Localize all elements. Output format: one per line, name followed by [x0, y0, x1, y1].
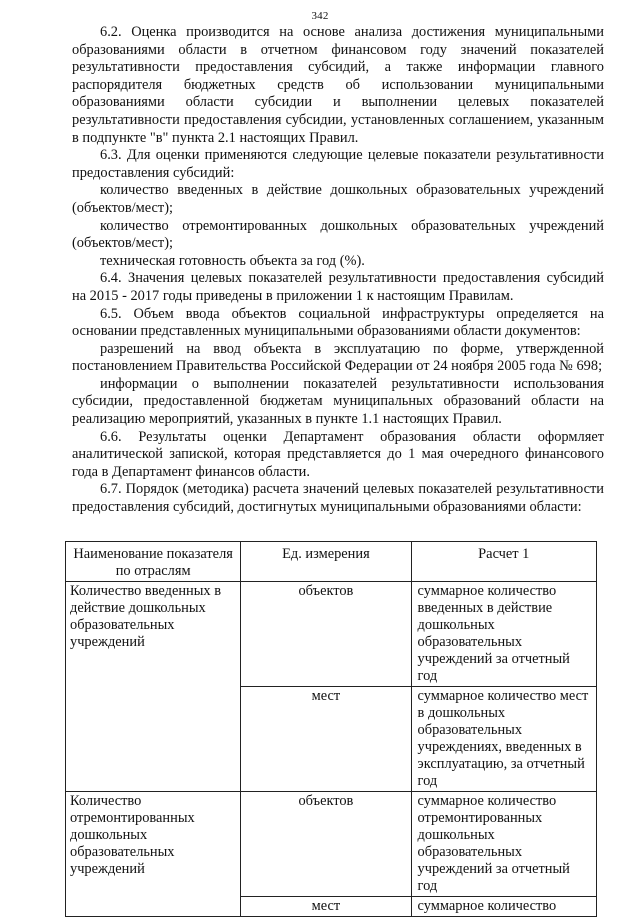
header-calculation: Расчет 1 [411, 542, 596, 582]
paragraph-6-6: 6.6. Результаты оценки Департамент образования области оформляет аналитической запиской, которая представляется до 1 мая очередного финансового года в Департамент финансов области. [72, 428, 604, 480]
unit-cell: мест [241, 897, 411, 917]
paragraph-6-5: 6.5. Объем ввода объектов социальной инфраструктуры определяется на основании представленных муниципальными образованиями области документов: [72, 305, 604, 340]
indicators-table-wrapper [65, 541, 597, 917]
document-item-permits: разрешений на ввод объекта в эксплуатацию по форме, утвержденной постановлением Правительства Российской Федерации от 24 ноября 2005 года № 698; [72, 340, 604, 375]
paragraph-6-7: 6.7. Порядок (методика) расчета значений целевых показателей результативности предоставления субсидий, достигнутых муниципальными образованиями области: [72, 481, 604, 516]
unit-cell: объектов [241, 792, 411, 897]
page-number: 342 [311, 10, 329, 22]
indicator-item-readiness: техническая готовность объекта за год (%). [100, 252, 365, 269]
indicator-item-introduced: количество введенных в действие дошкольных образовательных учреждений (объектов/мест); [72, 182, 604, 216]
body-text [72, 24, 604, 517]
document-item-information: информации о выполнении показателей результативности использования субсидии, предоставленной бюджетам муниципальных образований области на реализацию мероприятий, указанных в пункте 1.1 настоящих Правил. [72, 375, 604, 428]
indicator-name-cell: Количество отремонтированных дошкольных образовательных учреждений [66, 792, 241, 917]
indicator-item-repaired: количество отремонтированных дошкольных образовательных учреждений (объектов/мест); [72, 217, 604, 252]
table-row [66, 582, 597, 687]
paragraph-6-2: 6.2. Оценка производится на основе анализа достижения муниципальными образованиями области в отчетном финансовом году значений показателей результативности предоставления субсидий, а также информации главного распорядителя бюджетных средств об использовании муниципальными образованиями области субсидии и выполнении целевых показателей результативности предоставления субсидии, установленных соглашением, указанным в подпункте "в" пункта 2.1 настоящих Правил. [72, 24, 604, 146]
unit-cell: мест [241, 687, 411, 792]
header-unit: Ед. измерения [241, 542, 411, 582]
calculation-cell: суммарное количество отремонтированных дошкольных образовательных учреждений за отчетный год [411, 792, 596, 897]
calculation-cell: суммарное количество введенных в действие дошкольных образовательных учреждений за отчетный год [411, 582, 596, 687]
calculation-cell: суммарное количество мест в дошкольных образовательных учреждениях, введенных в эксплуатацию, за отчетный год [411, 687, 596, 792]
table-header-row [66, 542, 597, 582]
indicator-name-cell: Количество введенных в действие дошкольных образовательных учреждений [66, 582, 241, 792]
calculation-cell: суммарное количество [411, 897, 596, 917]
table-row [66, 792, 597, 897]
paragraph-6-3: 6.3. Для оценки применяются следующие целевые показатели результативности предоставления субсидий: [72, 147, 604, 181]
header-indicator-name: Наименование показателя по отраслям [66, 542, 241, 582]
unit-cell: объектов [241, 582, 411, 687]
indicators-table [65, 541, 597, 917]
paragraph-6-4: 6.4. Значения целевых показателей результативности предоставления субсидий на 2015 - 2017 годы приведены в приложении 1 к настоящим Правилам. [72, 270, 604, 304]
